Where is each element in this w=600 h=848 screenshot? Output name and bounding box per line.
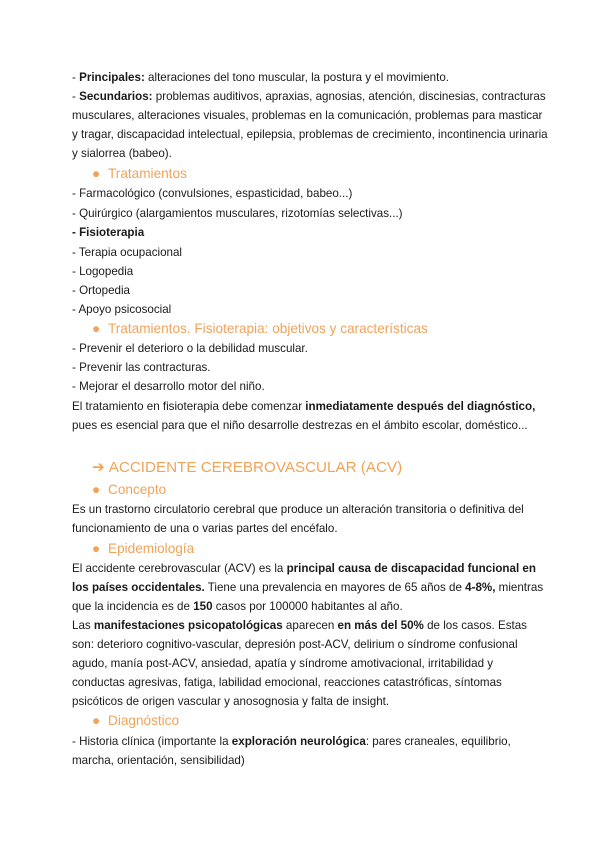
principales-label: Principales:	[79, 71, 145, 84]
bullet-icon: ●	[92, 541, 101, 556]
fisioterapia-paragraph-line-2: pues es esencial para que el niño desarrolle destrezas en el ámbito escolar, doméstico...	[72, 419, 528, 432]
bullet-icon: ●	[92, 166, 101, 181]
text: Tiene una prevalencia en mayores de 65 años de	[204, 581, 466, 594]
text: : pares craneales, equilibrio,	[365, 735, 511, 748]
text: casos por 100000 habitantes al año.	[212, 600, 403, 613]
epidemiologia-line-1	[72, 560, 536, 578]
diagnostico-line-1	[72, 733, 511, 751]
epidemiologia-line-6: agudo, manía post-ACV, ansiedad, apatía y síndrome amotivacional, irritabilidad y	[72, 657, 494, 670]
fisioterapia-heading	[92, 320, 428, 338]
principales-text: alteraciones del tono muscular, la postura y el movimiento.	[144, 71, 449, 84]
bold-text: principal causa de discapacidad funcional en	[286, 562, 536, 575]
tratamiento-item: - Apoyo psicosocial	[72, 303, 172, 316]
arrow-icon: ➔	[92, 459, 105, 476]
principales-line: - Principales: alteraciones del tono muscular, la postura y el movimiento.	[72, 71, 449, 84]
bold-text: 150	[193, 600, 213, 613]
epidemiologia-line-5: son: deterioro cognitivo-vascular, depresión post-ACV, delirium o síndrome confusional	[72, 638, 518, 651]
secundarios-line-4: y sialorrea (babeo).	[72, 147, 172, 160]
epidemiologia-line-7: conductas agresivas, fatiga, labilidad emocional, reacciones catastróficas, síntomas	[72, 676, 502, 689]
text: de los casos. Estas	[423, 619, 527, 632]
text: aparecen	[282, 619, 338, 632]
bold-text: en más del 50%	[337, 619, 424, 632]
tratamiento-item: - Logopedia	[72, 265, 134, 278]
secundarios-text-1: problemas auditivos, apraxias, agnosias, atención, discinesias, contracturas	[152, 90, 546, 103]
bold-text: 4-8%,	[465, 581, 496, 594]
acv-title-text: ACCIDENTE CEREBROVASCULAR (ACV)	[108, 459, 403, 476]
concepto-heading	[92, 481, 166, 499]
secundarios-line-1: - Secundarios: problemas auditivos, apraxias, agnosias, atención, discinesias, contracturas	[72, 90, 546, 103]
tratamiento-item: - Farmacológico (convulsiones, espasticidad, babeo...)	[72, 187, 353, 200]
bold-text: los países occidentales.	[72, 581, 205, 594]
text: que la incidencia es de	[72, 600, 194, 613]
concepto-line-1: Es un trastorno circulatorio cerebral que produce un alteración transitoria o definitiva del	[72, 503, 524, 516]
paragraph-bold: inmediatamente después del diagnóstico,	[305, 400, 536, 413]
concepto-line-2: funcionamiento de una o varias partes del encéfalo.	[72, 522, 338, 535]
concepto-heading-text: Concepto	[108, 482, 167, 497]
diagnostico-line-2: marcha, orientación, sensibilidad)	[72, 754, 245, 767]
bullet-icon: ●	[92, 482, 101, 497]
tratamiento-item: - Quirúrgico (alargamientos musculares, rizotomías selectivas...)	[72, 207, 403, 220]
tratamientos-heading	[92, 165, 187, 183]
bullet-icon: ●	[92, 321, 101, 336]
fisioterapia-item: - Mejorar el desarrollo motor del niño.	[72, 380, 265, 393]
fisioterapia-paragraph-line-1	[72, 398, 535, 416]
secundarios-line-3: y tragar, discapacidad intelectual, epilepsia, problemas de crecimiento, incontinencia urinaria	[72, 128, 548, 141]
bold-text: manifestaciones psicopatológicas	[93, 619, 283, 632]
tratamiento-item: - Ortopedia	[72, 284, 130, 297]
diagnostico-heading-text: Diagnóstico	[108, 713, 180, 728]
tratamiento-item: - Fisioterapia	[72, 226, 145, 239]
epidemiologia-line-4	[72, 617, 527, 635]
epidemiologia-line-3	[72, 598, 403, 616]
epidemiologia-heading-text: Epidemiología	[108, 541, 195, 556]
fisioterapia-item: - Prevenir las contracturas.	[72, 361, 211, 374]
text: El accidente cerebrovascular (ACV) es la	[72, 562, 287, 575]
tratamiento-item: - Terapia ocupacional	[72, 246, 182, 259]
paragraph-text: El tratamiento en fisioterapia debe comenzar	[72, 400, 306, 413]
bold-text: exploración neurológica	[231, 735, 366, 748]
diagnostico-heading	[92, 712, 179, 730]
epidemiologia-line-8: psicóticos de origen vascular y anosognosia y falta de insight.	[72, 695, 390, 708]
secundarios-label: Secundarios:	[79, 90, 153, 103]
text: Las	[72, 619, 94, 632]
tratamientos-heading-text: Tratamientos	[108, 166, 187, 181]
secundarios-line-2: musculares, alteraciones visuales, problemas en la comunicación, problemas para masticar	[72, 109, 543, 122]
epidemiologia-line-2	[72, 579, 543, 597]
text: - Historia clínica (importante la	[72, 735, 232, 748]
text: mientras	[495, 581, 544, 594]
epidemiologia-heading	[92, 540, 194, 558]
acv-section-title	[92, 458, 402, 478]
fisioterapia-heading-text: Tratamientos. Fisioterapia: objetivos y características	[108, 321, 428, 336]
fisioterapia-item: - Prevenir el deterioro o la debilidad muscular.	[72, 342, 308, 355]
bullet-icon: ●	[92, 713, 101, 728]
